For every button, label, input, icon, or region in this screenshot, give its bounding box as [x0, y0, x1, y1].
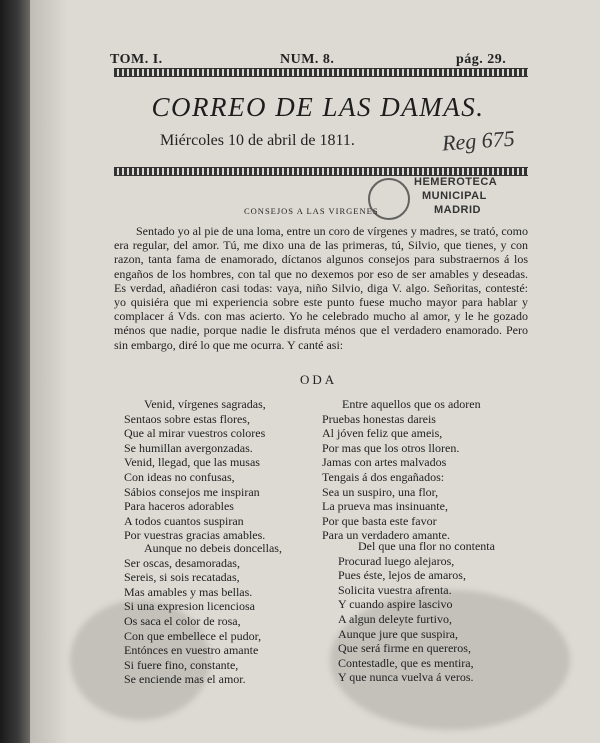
ornamental-rule-top — [114, 68, 528, 77]
book-binding — [0, 0, 30, 743]
verse-line: Jamas con artes malvados — [322, 455, 447, 470]
stamp-line: MADRID — [434, 204, 481, 216]
ornamental-rule-bottom — [114, 167, 528, 176]
verse-line: Y que nunca vuelva á veros. — [338, 670, 474, 685]
handwritten-register-note: Reg 675 — [441, 125, 516, 156]
stanza-2 — [322, 397, 481, 543]
verse-line: Se humillan avergonzadas. — [124, 440, 253, 455]
verse-line: Por que basta este favor — [322, 513, 437, 528]
newspaper-title: CORREO DE LAS DAMAS. — [151, 92, 485, 122]
verse-line: Aunque jure que suspira, — [338, 626, 458, 641]
verse-line: Aunque no debeis doncellas, — [144, 541, 282, 555]
verse-line: Se enciende mas el amor. — [124, 672, 246, 687]
verse-line: Y cuando aspire lascivo — [338, 597, 453, 612]
stanza-3 — [124, 541, 282, 687]
verse-line: Con que embellece el pudor, — [124, 628, 262, 643]
stanza-4 — [338, 539, 495, 685]
verse-line: Para un verdadero amante. — [322, 528, 450, 543]
verse-line: Que al mirar vuestros colores — [124, 426, 266, 441]
verse-line: Que será firme en quereros, — [338, 641, 471, 656]
verse-line: Mas amables y mas bellas. — [124, 584, 253, 599]
stanza-1 — [124, 397, 266, 543]
verse-line: Si fuere fino, constante, — [124, 657, 239, 672]
verse-line: Venid, llegad, que las musas — [124, 455, 260, 470]
verse-line: Ser oscas, desamoradas, — [124, 555, 240, 570]
verse-line: Pues éste, lejos de amaros, — [338, 568, 466, 583]
verse-line: Entónces en vuestro amante — [124, 643, 259, 658]
verse-line: Para haceros adorables — [124, 499, 234, 514]
volume-number: TOM. I. — [110, 52, 163, 67]
verse-line: Con ideas no confusas, — [124, 469, 235, 484]
verse-line: Venid, vírgenes sagradas, — [144, 397, 266, 411]
page-gutter-shadow — [30, 0, 68, 743]
verse-line: Por vuestras gracias amables. — [124, 528, 266, 543]
stamp-line: HEMEROTECA — [414, 176, 498, 188]
section-title: CONSEJOS A LAS VIRGENES — [244, 206, 379, 216]
verse-line: Solicita vuestra afrenta. — [338, 582, 452, 597]
verse-line: Sea un suspiro, una flor, — [322, 484, 439, 499]
verse-line: La prueva mas insinuante, — [322, 499, 448, 514]
verse-line: Al jóven feliz que ameis, — [322, 426, 443, 441]
issue-number: NUM. 8. — [280, 52, 335, 67]
stamp-line: MUNICIPAL — [422, 190, 487, 202]
verse-line: Tengais á dos engañados: — [322, 469, 445, 484]
article-paragraph: Sentado yo al pie de una loma, entre un coro de vírgenes y madres, se trató, como era regular, del amor. Tú, me dixo una de las primeras, tú, Silvio, que tienes, y con razon, tanta fama de enamorado, díctanos algunos consejos para substraernos á los engaños de los hombres, con tal que no dexemos por eso de ser amables y deseadas. Es verdad, añadiéron casi todas: vaya, niño Silvio, diga V. algo. Señoritas, contesté: yo quisiéra que mi experiencia sobre este punto fuese mucho mayor para hablar y complacer á Vds. con mas acierto. Yo he celebrado mucho al amor, y le he gozado ménos que nadie, porque nadie le disfruta ménos que el verdadero enamorado. Pero sin embargo, diré lo que me ocurra. Y canté asi: — [114, 224, 528, 352]
verse-line: Por mas que los otros lloren. — [322, 440, 460, 455]
verse-line: Contestadle, que es mentira, — [338, 655, 474, 670]
article-body — [114, 224, 528, 352]
library-stamp — [368, 176, 518, 220]
verse-line: Sereis, si sois recatadas, — [124, 570, 240, 585]
verse-line: Os saca el color de rosa, — [124, 613, 241, 628]
poem-title: ODA — [300, 372, 338, 387]
verse-line: A todos cuantos suspiran — [124, 513, 244, 528]
verse-line: Del que una flor no contenta — [358, 539, 495, 553]
verse-line: Sábios consejos me inspiran — [124, 484, 260, 499]
verse-line: Sentaos sobre estas flores, — [124, 411, 250, 426]
verse-line: Procurad luego alejaros, — [338, 553, 455, 568]
issue-date: Miércoles 10 de abril de 1811. — [160, 132, 355, 149]
verse-line: Si una expresion licenciosa — [124, 599, 255, 614]
verse-line: A algun deleyte furtivo, — [338, 611, 452, 626]
verse-line: Entre aquellos que os adoren — [342, 397, 481, 411]
verse-line: Pruebas honestas dareis — [322, 411, 436, 426]
page-number: pág. 29. — [456, 52, 507, 67]
